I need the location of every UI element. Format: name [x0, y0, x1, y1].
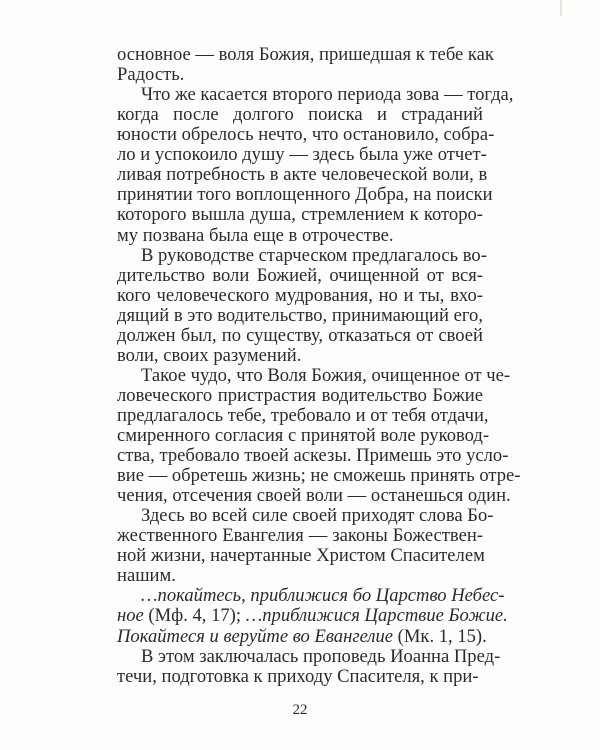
text-line-7: ливая потребность в акте человеческой воли, в — [117, 164, 488, 186]
text-line-1: основное — воля Божия, пришедшая к тебе как — [117, 44, 494, 65]
text-line-14: дящий в это водительство, принимающий его, — [117, 304, 483, 326]
text-line-29 — [117, 605, 508, 627]
citation-italic: ное — [117, 605, 144, 627]
citation-reference: (Мк. 1, 15). — [393, 625, 487, 647]
text-line-17: Такое чудо, что Воля Божия, очищенное от че- — [141, 364, 511, 386]
citation-italic: …покайтесь, приближися бо Царство Небес- — [141, 585, 505, 607]
text-line-9: которого вышла душа, стремлением к которо- — [117, 204, 483, 226]
citation-italic: Покайтеся и веруйте во Евангелие — [117, 625, 394, 647]
text-line-28 — [141, 585, 505, 607]
text-line-31: В этом заключалась проповедь Иоанна Пред- — [141, 645, 501, 667]
text-line-24: Здесь во всей силе своей приходят слова Бо- — [141, 505, 494, 527]
text-line-19: предлагалось тебе, требовало и от тебя отдачи, — [117, 404, 489, 426]
text-line-6: ло и успокоило душу — здесь была уже отчет- — [117, 144, 487, 166]
text-line-5: юности обрелось нечто, что остановило, собра- — [117, 124, 495, 146]
text-line-2: Радость. — [117, 64, 185, 85]
text-line-8: принятии того воплощенного Добра, на поиски — [117, 184, 493, 206]
citation-reference: (Мф. 4, 17); — [143, 605, 246, 627]
text-line-26: ной жизни, начертанные Христом Спасителем — [117, 545, 485, 567]
text-line-18: ловеческого пристрастия водительство Божие — [117, 384, 483, 406]
text-line-10: му позвана была еще в отрочестве. — [117, 224, 394, 246]
text-line-3: Что же касается второго периода зова — тогда, — [141, 84, 514, 106]
text-line-21: ства, требовало твоей аскезы. Примешь это усло- — [117, 445, 509, 466]
text-line-25: жественного Евангелия — законы Божествен- — [117, 525, 483, 547]
text-line-12: дительство воли Божией, очищенной от вся- — [117, 264, 483, 286]
text-line-20: смиренного согласия с принятой воле руковод- — [117, 424, 490, 446]
text-line-16: воли, своих разумений. — [117, 344, 302, 366]
page-edge-mark — [560, 0, 562, 16]
text-line-23: чения, отсечения своей воли — останешься один. — [117, 485, 511, 507]
citation-italic-2: …приближися Царствие Божие. — [245, 605, 508, 627]
text-line-11: В руководстве старческом предлагалось во- — [141, 244, 487, 266]
text-line-4: когда после долгого поиска и страданий — [117, 104, 483, 126]
text-line-30 — [117, 625, 487, 647]
page-number: 22 — [292, 702, 308, 718]
text-line-22: вие — обретешь жизнь; не сможешь принять отре- — [117, 465, 521, 487]
text-line-32: течи, подготовка к приходу Спасителя, к при- — [117, 665, 479, 687]
text-line-13: кого человеческого мудрования, но и ты, вхо- — [117, 284, 483, 306]
text-line-15: должен был, по существу, отказаться от своей — [117, 324, 483, 346]
text-line-27: нашим. — [117, 565, 176, 587]
